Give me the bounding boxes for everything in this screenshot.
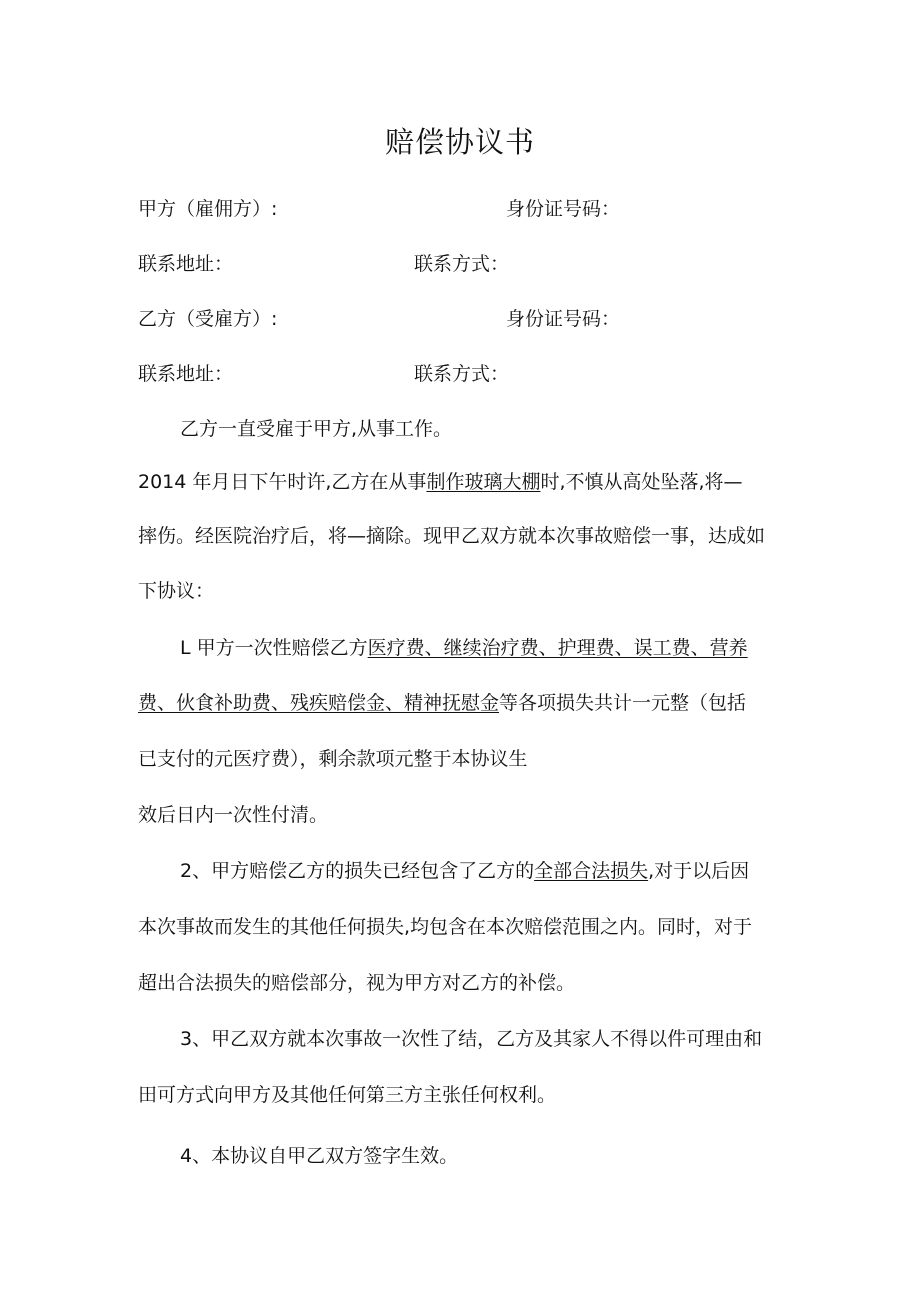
clause-4-line-1: 4、本协议自甲乙双方签字生效。 xyxy=(180,1145,459,1167)
incident-line-1-post: 时,不慎从高处坠落,将— xyxy=(540,471,743,493)
party-a-name-label: 甲方（雇佣方）: xyxy=(138,198,278,220)
incident-line-1-pre: 2014 年月日下午时许,乙方在从事 xyxy=(138,471,427,493)
incident-line-1 xyxy=(138,473,743,492)
document-title: 赔偿协议书 xyxy=(384,125,535,159)
party-a-address-label: 联系地址： xyxy=(138,253,234,275)
clause-1-line-1-pre: L 甲方一次性赔偿乙方 xyxy=(180,637,368,659)
party-a-contact-label: 联系方式： xyxy=(414,253,510,275)
incident-line-3: 下协议： xyxy=(138,580,215,602)
clause-1-items-underlined-1: 医疗费、继续治疗费、护理费、误工费、营养 xyxy=(367,637,748,659)
party-b-contact-label: 联系方式： xyxy=(414,363,510,385)
clause-2-line-1 xyxy=(180,862,749,881)
clause-2-line-1-post: ,对于以后因 xyxy=(648,860,750,882)
clause-2-line-2: 本次事故而发生的其他任何损失,均包含在本次赔偿范围之内。同时，对于 xyxy=(138,916,753,938)
party-b-id-label: 身份证号码： xyxy=(506,308,621,330)
clause-1-line-3: 已支付的元医疗费），剩余款项元整于本协议生 xyxy=(138,748,528,770)
clause-3-line-1: 3、甲乙双方就本次事故一次性了结，乙方及其家人不得以件可理由和 xyxy=(180,1028,763,1050)
party-b-name-label: 乙方（受雇方）: xyxy=(138,308,278,330)
clause-2-underlined: 全部合法损失 xyxy=(534,860,649,882)
clause-2-line-3: 超出合法损失的赔偿部分，视为甲方对乙方的补偿。 xyxy=(138,972,576,994)
incident-work-underlined: 制作玻璃大棚 xyxy=(426,471,541,493)
incident-line-2: 摔伤。经医院治疗后，将—摘除。现甲乙双方就本次事故赔偿一事，达成如 xyxy=(138,525,766,547)
clause-1-line-1 xyxy=(180,639,748,658)
clause-1-items-underlined-2: 费、伙食补助费、残疾赔偿金、精神抚慰金 xyxy=(138,692,500,714)
clause-1-line-2-post: 等各项损失共计一元整（包括 xyxy=(499,692,747,714)
clause-1-line-2 xyxy=(138,694,746,713)
party-b-address-label: 联系地址： xyxy=(138,363,234,385)
intro-paragraph: 乙方一直受雇于甲方,从事工作。 xyxy=(180,418,453,440)
clause-3-line-2: 田可方式向甲方及其他任何第三方主张任何权利。 xyxy=(138,1084,557,1106)
clause-1-line-4: 效后日内一次性付清。 xyxy=(138,804,329,826)
clause-2-line-1-pre: 2、甲方赔偿乙方的损失已经包含了乙方的 xyxy=(180,860,535,882)
party-a-id-label: 身份证号码： xyxy=(506,198,621,220)
